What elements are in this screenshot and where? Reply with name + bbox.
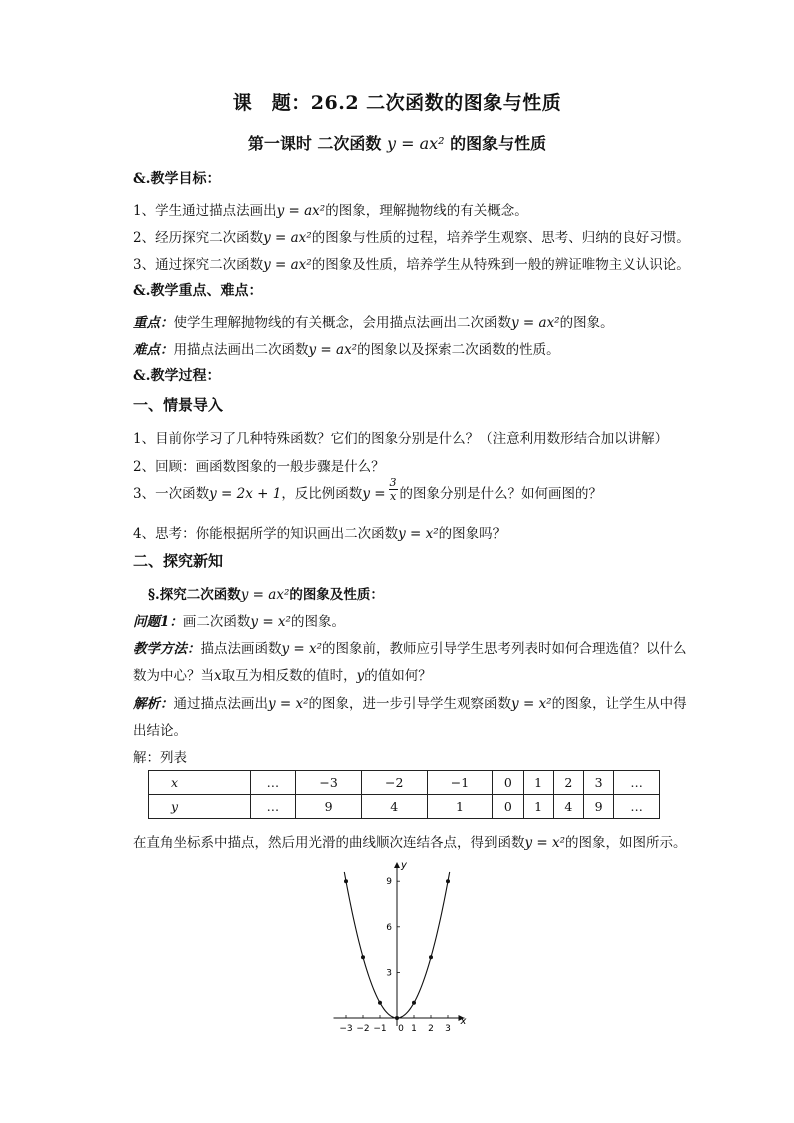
question-1: 1、目前你学习了几种特殊函数？它们的图象分别是什么？（注意利用数形结合加以讲解）: [133, 431, 669, 447]
x-tick-label: −3: [339, 1024, 353, 1034]
table-row: [149, 771, 660, 795]
data-point: [446, 879, 450, 883]
table-cell: 1: [427, 795, 493, 819]
data-point: [378, 1001, 382, 1005]
table-cell: 4: [361, 795, 427, 819]
table-cell: 1: [523, 795, 553, 819]
table-cell: 3: [584, 771, 614, 795]
teaching-method-line2: 数为中心？当x取互为相反数的值时，y的值如何？: [133, 668, 432, 684]
problem-1: 问题1：画二次函数y = x²的图象。: [133, 614, 345, 630]
teaching-method: 教学方法：描点法画函数y = x²的图象前，教师应引导学生思考列表时如何合理选值？以什么: [133, 641, 687, 657]
table-cell: 0: [493, 771, 523, 795]
question-4: 4、思考：你能根据所学的知识画出二次函数y = x²的图象吗？: [133, 526, 507, 542]
solution-label: 解：列表: [133, 750, 187, 766]
x-tick-label: 0: [398, 1024, 404, 1034]
intro-header: 一、情景导入: [133, 396, 224, 414]
key-point: 重点：使学生理解抛物线的有关概念，会用描点法画出二次函数y = ax²的图象。: [133, 315, 614, 331]
data-point: [395, 1016, 399, 1020]
table-cell: …: [614, 771, 660, 795]
y-tick-label: 3: [386, 968, 392, 979]
table-cell: 0: [493, 795, 523, 819]
y-axis-arrow: [394, 862, 400, 868]
explore-subheader: §.探究二次函数y = ax²的图象及性质：: [148, 587, 384, 603]
x-tick-label: 1: [411, 1024, 417, 1034]
y-tick-label: 6: [386, 922, 392, 933]
plot-description: 在直角坐标系中描点，然后用光滑的曲线顺次连结各点，得到函数y = x²的图象，如图所示。: [133, 835, 687, 851]
data-point: [412, 1001, 416, 1005]
subtitle-pre: 第一课时 二次函数: [247, 134, 382, 153]
goal-item: 1、学生通过描点法画出y = ax²的图象，理解抛物线的有关概念。: [133, 203, 528, 219]
table-cell: 4: [553, 795, 583, 819]
difficult-point: 难点：用描点法画出二次函数y = ax²的图象以及探索二次函数的性质。: [133, 342, 560, 358]
data-point: [429, 955, 433, 959]
x-tick-label: 3: [445, 1024, 451, 1034]
subtitle-post: 的图象与性质: [450, 134, 547, 153]
x-tick-label: −1: [373, 1024, 387, 1034]
page-subtitle: [0, 131, 794, 154]
analysis-line2: 出结论。: [133, 723, 187, 739]
data-point: [344, 879, 348, 883]
table-cell: …: [614, 795, 660, 819]
table-cell: x: [149, 771, 251, 795]
table-cell: −1: [427, 771, 493, 795]
table-cell: 1: [523, 771, 553, 795]
table-cell: y: [149, 795, 251, 819]
x-tick-label: −2: [356, 1024, 370, 1034]
table-cell: …: [250, 771, 296, 795]
question-3: 3、一次函数y = 2x + 1，反比例函数y = $\frac{3}{x}$ 的图象分别是什么？如何画图的？: [133, 476, 603, 503]
table-row: [149, 795, 660, 819]
y-axis-label: y: [401, 860, 407, 871]
table-cell: 9: [584, 795, 614, 819]
x-axis-label: x: [460, 1016, 467, 1027]
value-table: [148, 770, 660, 819]
analysis: 解析：通过描点法画出y = x²的图象，进一步引导学生观察函数y = x²的图象，让学生从中得: [133, 696, 687, 712]
data-point: [361, 955, 365, 959]
x-tick-label: 2: [428, 1024, 434, 1034]
table-cell: −2: [361, 771, 427, 795]
process-header: &.教学过程：: [133, 368, 221, 384]
goal-item: 2、经历探究二次函数y = ax²的图象与性质的过程，培养学生观察、思考、归纳的良好习惯。: [133, 230, 690, 246]
goals-header: &.教学目标：: [133, 171, 221, 187]
question-2: 2、回顾：画函数图象的一般步骤是什么？: [133, 459, 385, 475]
table-cell: …: [250, 795, 296, 819]
parabola-chart: [300, 850, 480, 1035]
table-cell: 2: [553, 771, 583, 795]
table-cell: −3: [296, 771, 362, 795]
y-tick-label: 9: [386, 877, 392, 888]
focus-header: &.教学重点、难点：: [133, 283, 263, 299]
explore-header: 二、探究新知: [133, 552, 224, 570]
goal-item: 3、通过探究二次函数y = ax²的图象及性质，培养学生从特殊到一般的辨证唯物主义认识论。: [133, 257, 690, 273]
table-cell: 9: [296, 795, 362, 819]
subtitle-math: y = ax²: [386, 134, 445, 153]
page-title: 课 题：26.2 二次函数的图象与性质: [232, 92, 562, 114]
